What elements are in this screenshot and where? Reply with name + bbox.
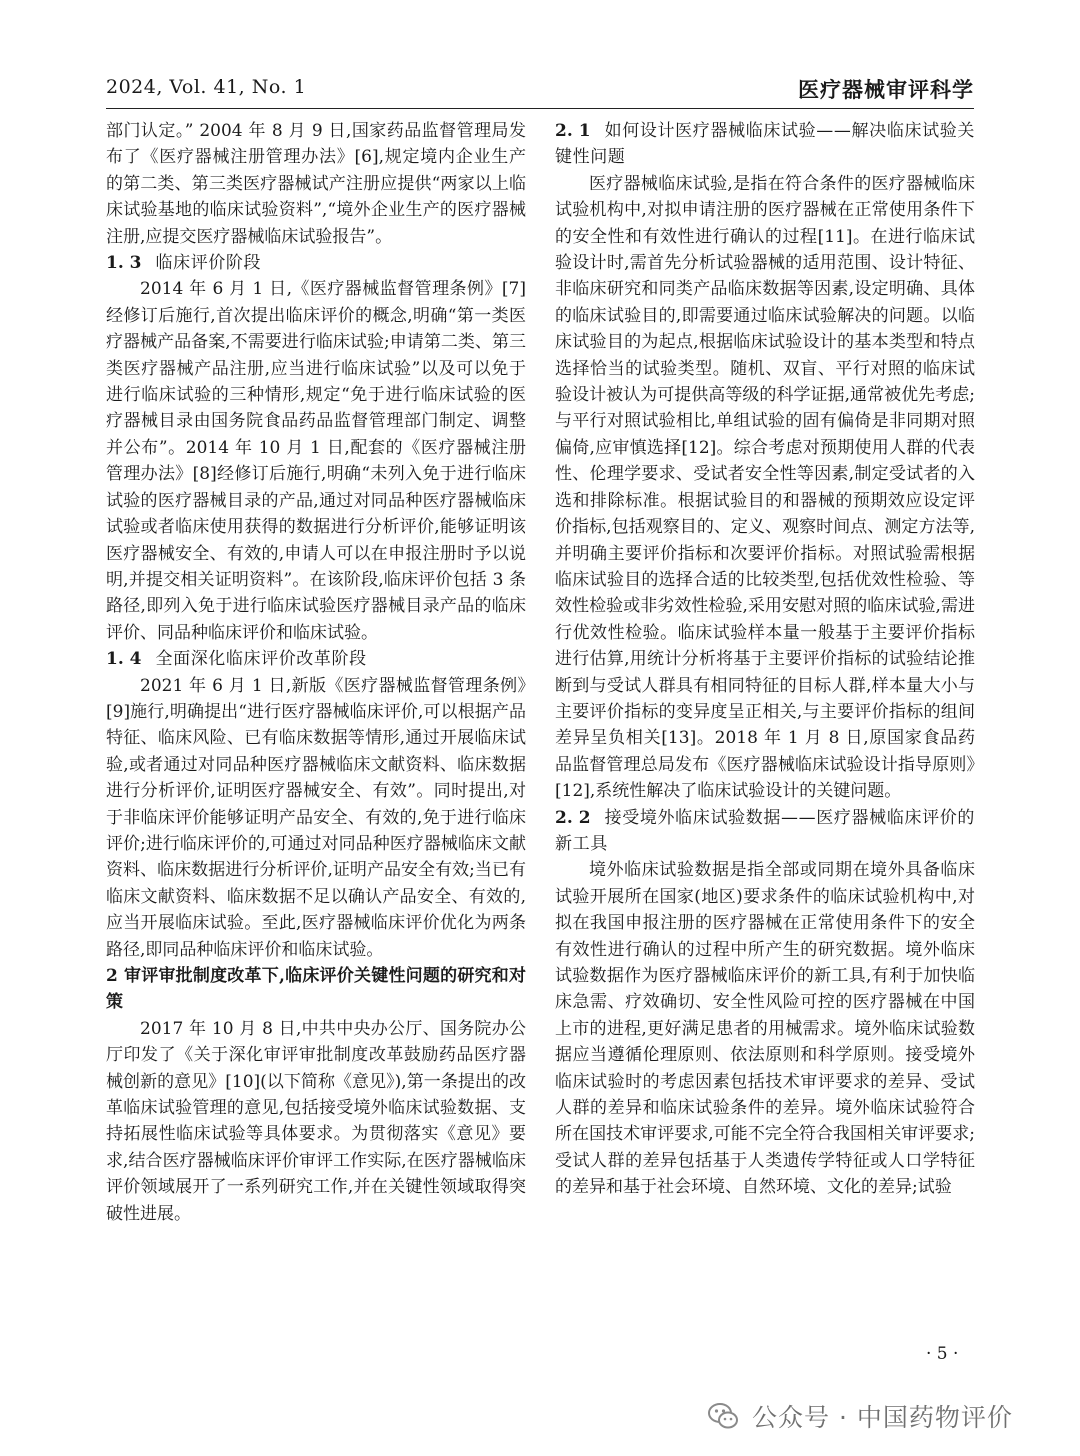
wechat-watermark: [706, 1394, 1013, 1438]
header-rule: [106, 108, 974, 109]
page-number: · 5 ·: [926, 1344, 959, 1364]
watermark-text: 公众号 · 中国药物评价: [752, 1403, 1013, 1432]
section-heading-2-2: [555, 805, 975, 858]
paragraph-continued: 部门认定。” 2004 年 8 月 9 日,国家药品监督管理局发布了《医疗器械注册管理办法》[6],规定境内企业生产的第二类、第三类医疗器械试产注册应提供“两家以上临床试验基地的临床试验资料”,“境外企业生产的医疗器械注册,应提交医疗器械临床试验报告”。: [106, 121, 526, 247]
section-heading-1-4: [106, 646, 526, 672]
section-title: 临床评价阶段: [155, 253, 262, 274]
section-heading-2-1: [555, 118, 975, 171]
section-heading-2: 2 审评审批制度改革下,临床评价关键性问题的研究和对策: [106, 966, 526, 1013]
paragraph: 2021 年 6 月 1 日,新版《医疗器械监督管理条例》[9]施行,明确提出“进行医疗器械临床评价,可以根据产品特征、临床风险、已有临床数据等情形,通过开展临床试验,或者通过对同品种医疗器械临床文献资料、临床数据进行分析评价,证明医疗器械安全、有效”。同时提出,对于非临床评价能够证明产品安全、有效的,免于进行临床评价;进行临床评价的,可通过对同品种医疗器械临床文献资料、临床数据进行分析评价,证明产品安全有效;当已有临床文献资料、临床数据不足以确认产品安全、有效的,应当开展临床试验。至此,医疗器械临床评价优化为两条路径,即同品种临床评价和临床试验。: [106, 675, 526, 960]
section-number: 2. 1: [555, 121, 591, 141]
section-heading-1-3: [106, 250, 526, 276]
section-number: 1. 3: [106, 253, 142, 274]
section-title: 接受境外临床试验数据——医疗器械临床评价的新工具: [555, 807, 975, 854]
paragraph: 2014 年 6 月 1 日,《医疗器械监督管理条例》[7]经修订后施行,首次提出临床评价的概念,明确“第一类医疗器械产品备案,不需要进行临床试验;申请第二类、第三类医疗器械产品注册,应当进行临床试验”以及可以免于进行临床试验的三种情形,规定“免于进行临床试验的医疗器械目录由国务院食品药品监督管理部门制定、调整并公布”。2014 年 10 月 1 日,配套的《医疗器械注册管理办法》[8]经修订后施行,明确“未列入免于进行临床试验的医疗器械目录的产品,通过对同品种医疗器械临床试验或者临床使用获得的数据进行分析评价,能够证明该医疗器械安全、有效的,申请人可以在申报注册时予以说明,并提交相关证明资料”。在该阶段,临床评价包括 3 条路径,即列入免于进行临床试验医疗器械目录产品的临床评价、同品种临床评价和临床试验。: [106, 279, 526, 643]
section-title: 如何设计医疗器械临床试验——解决临床试验关键性问题: [555, 121, 975, 168]
section-number: 2. 2: [555, 807, 591, 828]
wechat-icon: [706, 1399, 740, 1433]
section-title: 全面深化临床评价改革阶段: [155, 649, 367, 670]
paragraph: 2017 年 10 月 8 日,中共中央办公厅、国务院办公厅印发了《关于深化审评审批制度改革鼓励药品医疗器械创新的意见》[10](以下简称《意见》),第一条提出的改革临床试验管理的意见,包括接受境外临床试验数据、支持拓展性临床试验等具体要求。为贯彻落实《意见》要求,结合医疗器械临床评价审评工作实际,在医疗器械临床评价领域展开了一系列研究工作,并在关键性领域取得突破性进展。: [106, 1018, 526, 1224]
section-number: 1. 4: [106, 649, 142, 670]
journal-name: 医疗器械审评科学: [798, 77, 974, 102]
paragraph: 境外临床试验数据是指全部或同期在境外具备临床试验开展所在国家(地区)要求条件的临床试验机构中,对拟在我国申报注册的医疗器械在正常使用条件下的安全有效性进行确认的过程中所产生的研究数据。境外临床试验数据作为医疗器械临床评价的新工具,有利于加快临床急需、疗效确切、安全性风险可控的医疗器械在中国上市的进程,更好满足患者的用械需求。境外临床试验数据应当遵循伦理原则、依法原则和科学原则。接受境外临床试验时的考虑因素包括技术审评要求的差异、受试人群的差异和临床试验条件的差异。境外临床试验符合所在国技术审评要求,可能不完全符合我国相关审评要求;受试人群的差异包括基于人类遗传学特征或人口学特征的差异和基于社会环境、自然环境、文化的差异;试验: [555, 860, 975, 1198]
running-header: [106, 76, 974, 106]
paragraph: 医疗器械临床试验,是指在符合条件的医疗器械临床试验机构中,对拟申请注册的医疗器械在正常使用条件下的安全性和有效性进行确认的过程[11]。在进行临床试验设计时,需首先分析试验器械的适用范围、设计特征、非临床研究和同类产品临床数据等因素,设定明确、具体的临床试验目的,即需要通过临床试验解决的问题。以临床试验目的为起点,根据临床试验设计的基本类型和特点选择恰当的试验类型。随机、双盲、平行对照的临床试验设计被认为可提供高等级的科学证据,通常被优先考虑;与平行对照试验相比,单组试验的固有偏倚是非同期对照偏倚,应审慎选择[12]。综合考虑对预期使用人群的代表性、伦理学要求、受试者安全性等因素,制定受试者的入选和排除标准。根据试验目的和器械的预期效应设定评价指标,包括观察目的、定义、观察时间点、测定方法等,并明确主要评价指标和次要评价指标。对照试验需根据临床试验目的选择合适的比较类型,包括优效性检验、等效性检验或非劣效性检验,采用安慰对照的临床试验,需进行优效性检验。临床试验样本量一般基于主要评价指标进行估算,用统计分析将基于主要评价指标的试验结论推断到与受试人群具有相同特征的目标人群,样本量大小与主要评价指标的变异度呈正相关,与主要评价指标的组间差异呈负相关[13]。2018 年 1 月 8 日,原国家食品药品监督管理总局发布《医疗器械临床试验设计指导原则》[12],系统性解决了临床试验设计的关键问题。: [555, 173, 975, 802]
journal-issue: 2024, Vol. 41, No. 1: [106, 76, 307, 98]
left-column: [106, 118, 526, 1227]
right-column: [555, 118, 975, 1201]
